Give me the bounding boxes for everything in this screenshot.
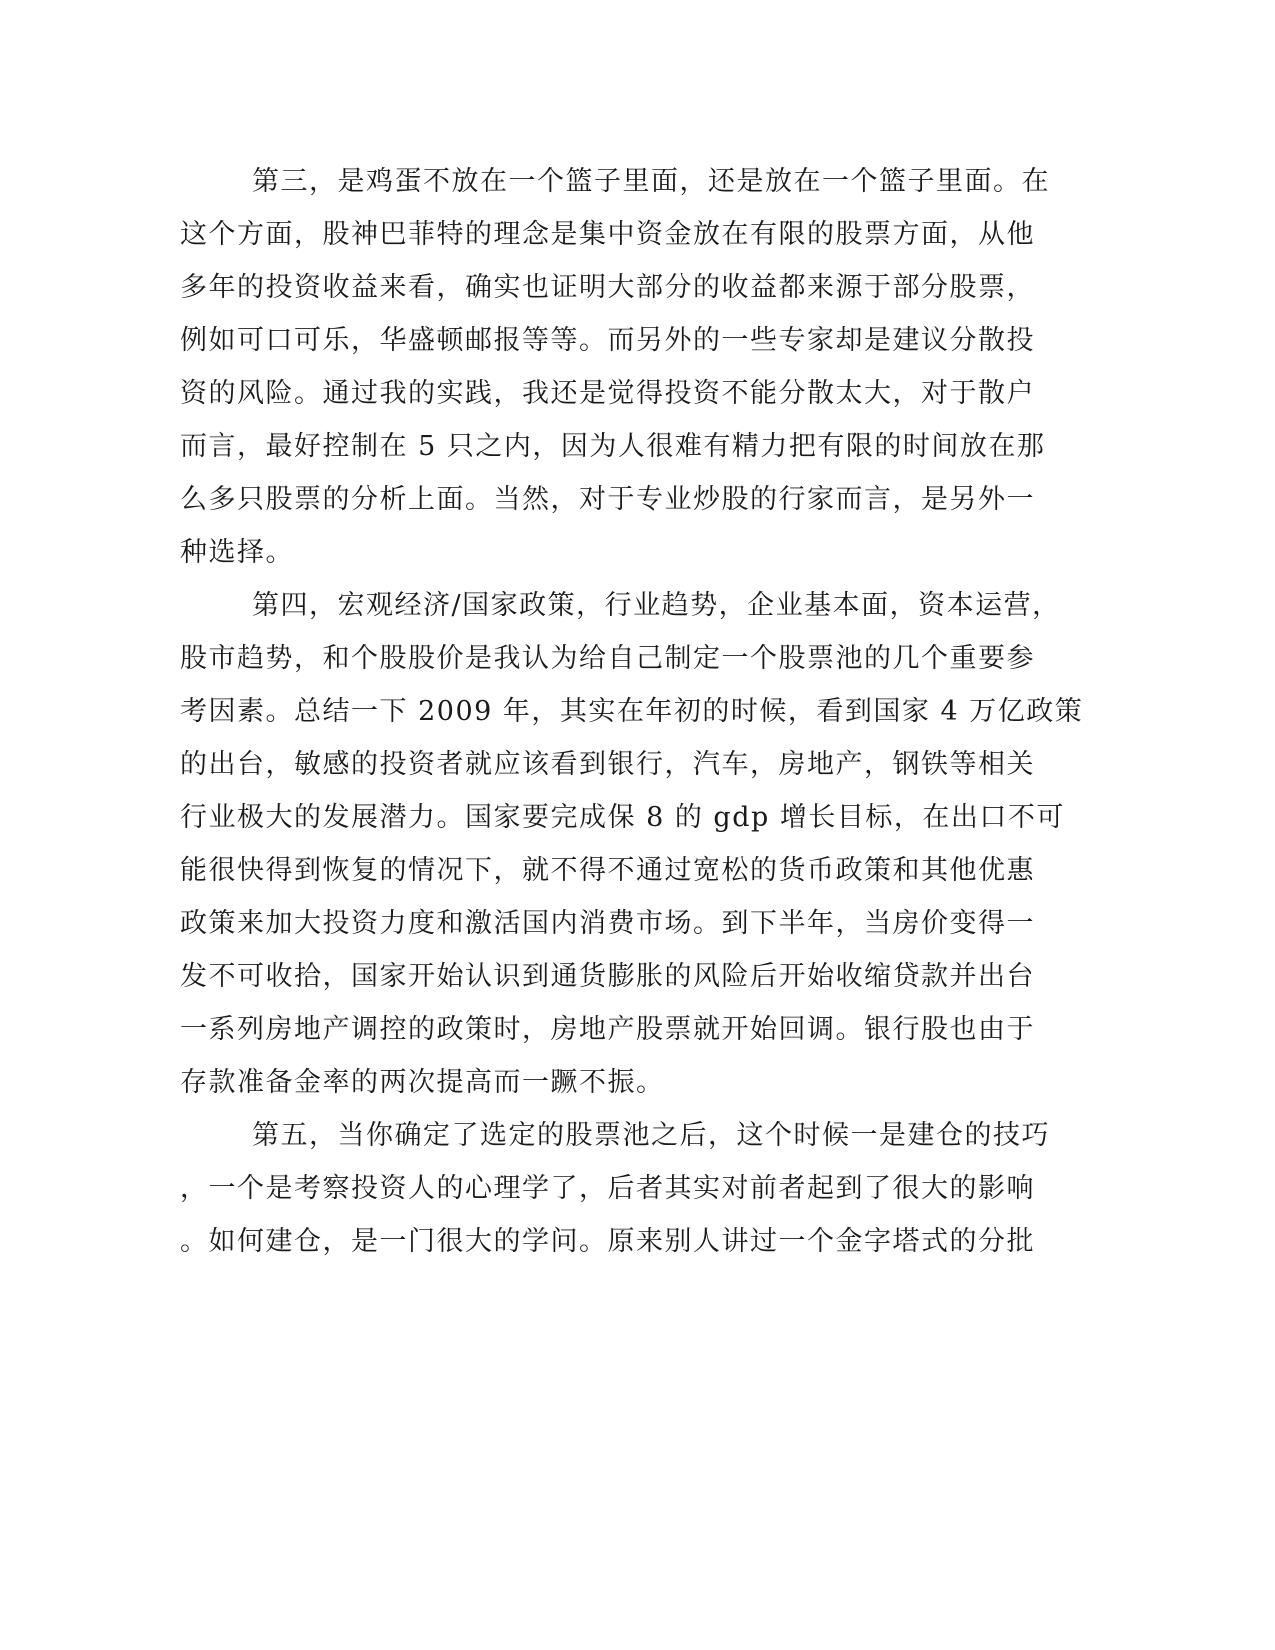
text-line: 政策来加大投资力度和激活国内消费市场。到下半年，当房价变得一 [180, 908, 1035, 939]
text-line: 这个方面，股神巴菲特的理念是集中资金放在有限的股票方面，从他 [180, 219, 1035, 250]
text-line: 例如可口可乐，华盛顿邮报等等。而另外的一些专家却是建议分散投 [180, 325, 1035, 356]
text-line: 的出台，敏感的投资者就应该看到银行，汽车，房地产，钢铁等相关 [180, 749, 1035, 780]
text-line: 种选择。 [180, 537, 294, 568]
body-text [180, 155, 1084, 1268]
text-line: 一系列房地产调控的政策时，房地产股票就开始回调。银行股也由于 [180, 1014, 1035, 1045]
text-line: 资的风险。通过我的实践，我还是觉得投资不能分散太大，对于散户 [180, 378, 1035, 409]
text-line: 多年的投资收益来看，确实也证明大部分的收益都来源于部分股票， [180, 272, 1035, 303]
text-line: 发不可收拾，国家开始认识到通货膨胀的风险后开始收缩贷款并出台 [180, 961, 1035, 992]
text-line: 第三，是鸡蛋不放在一个篮子里面，还是放在一个篮子里面。在 [252, 166, 1050, 197]
text-line: ，一个是考察投资人的心理学了，后者其实对前者起到了很大的影响 [180, 1173, 1035, 1204]
text-line: 考因素。总结一下 2009 年，其实在年初的时候，看到国家 4 万亿政策 [180, 696, 1084, 727]
text-line: 第五，当你确定了选定的股票池之后，这个时候一是建仓的技巧 [252, 1120, 1050, 1151]
text-line: 。如何建仓，是一门很大的学问。原来别人讲过一个金字塔式的分批 [180, 1226, 1035, 1257]
text-line: 而言，最好控制在 5 只之内，因为人很难有精力把有限的时间放在那 [180, 431, 1046, 462]
text-line: 股市趋势，和个股股价是我认为给自己制定一个股票池的几个重要参 [180, 643, 1035, 674]
text-line: 第四，宏观经济/国家政策，行业趋势，企业基本面，资本运营， [252, 590, 1061, 621]
text-line: 存款准备金率的两次提高而一蹶不振。 [180, 1067, 665, 1098]
text-line: 能很快得到恢复的情况下，就不得不通过宽松的货币政策和其他优惠 [180, 855, 1035, 886]
text-line: 么多只股票的分析上面。当然，对于专业炒股的行家而言，是另外一 [180, 484, 1035, 515]
text-line: 行业极大的发展潜力。国家要完成保 8 的 gdp 增长目标，在出口不可 [180, 802, 1065, 833]
